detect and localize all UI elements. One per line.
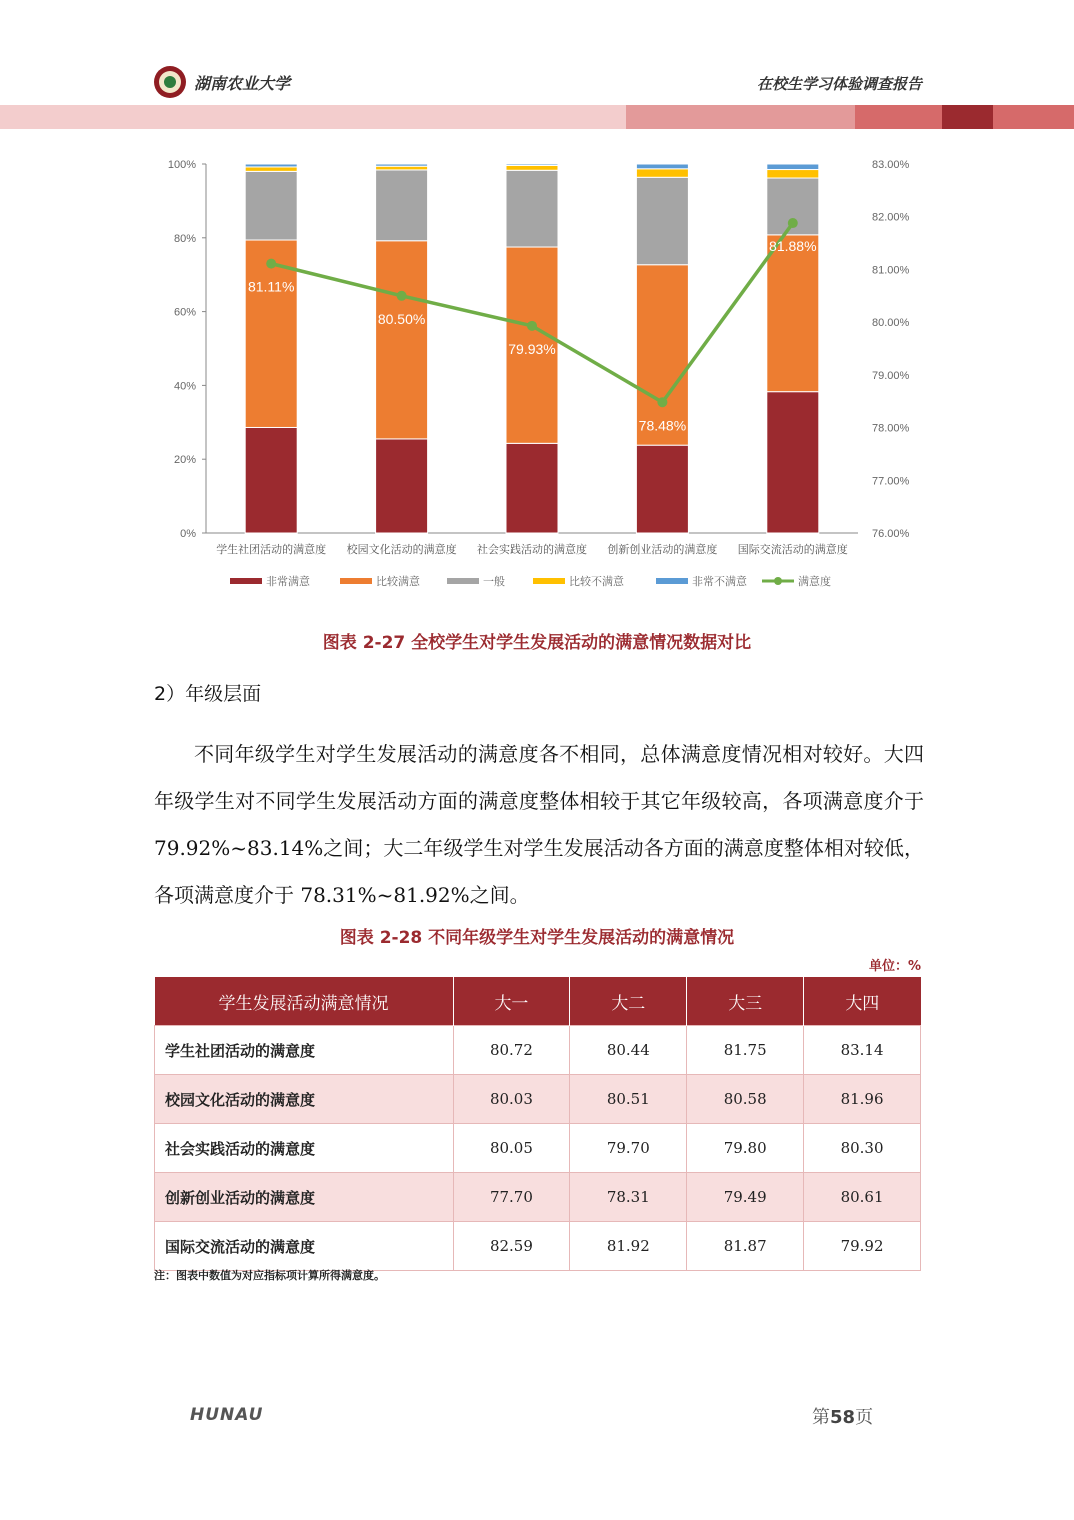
table-cell: 80.61 bbox=[804, 1173, 921, 1222]
table-cell: 83.14 bbox=[804, 1026, 921, 1075]
header-cell: 大三 bbox=[687, 977, 804, 1026]
header-cell: 学生发展活动满意情况 bbox=[155, 977, 454, 1026]
bar-segment bbox=[767, 164, 819, 170]
bar-segment bbox=[245, 427, 297, 533]
bar-segment bbox=[376, 241, 428, 439]
table-cell: 80.03 bbox=[453, 1075, 570, 1124]
legend-label: 一般 bbox=[483, 575, 505, 588]
table-cell: 81.96 bbox=[804, 1075, 921, 1124]
legend-label: 比较不满意 bbox=[569, 575, 624, 588]
bar-segment bbox=[636, 177, 688, 264]
y-right-tick-label: 78.00% bbox=[872, 422, 910, 435]
bar-segment bbox=[767, 392, 819, 533]
table-row bbox=[155, 1222, 921, 1271]
legend-swatch bbox=[340, 578, 372, 584]
y-right-tick-label: 76.00% bbox=[872, 528, 910, 540]
y-right-tick-label: 82.00% bbox=[872, 211, 910, 224]
bar-segment bbox=[376, 166, 428, 170]
satisfaction-point bbox=[527, 321, 537, 331]
y-right-tick-label: 81.00% bbox=[872, 264, 910, 277]
unit-label: 单位：% bbox=[868, 959, 921, 974]
y-right-tick-label: 77.00% bbox=[872, 475, 910, 488]
y-left-tick-label: 20% bbox=[173, 454, 196, 467]
table-cell: 79.80 bbox=[687, 1124, 804, 1173]
legend-label: 满意度 bbox=[798, 575, 831, 588]
header-cell: 大一 bbox=[453, 977, 570, 1026]
band-segment bbox=[855, 105, 942, 129]
bar-segment bbox=[636, 164, 688, 169]
grade-satisfaction-table bbox=[154, 977, 921, 1271]
band-segment bbox=[993, 105, 1074, 129]
table-cell: 80.44 bbox=[570, 1026, 687, 1075]
table-cell: 80.72 bbox=[453, 1026, 570, 1075]
report-title: 在校生学习体验调查报告 bbox=[756, 75, 922, 93]
table-cell: 79.92 bbox=[804, 1222, 921, 1271]
page-suffix: 页 bbox=[855, 1407, 874, 1428]
table-cell: 81.87 bbox=[687, 1222, 804, 1271]
x-tick-label: 校园文化活动的满意度 bbox=[346, 543, 457, 556]
data-label: 80.50% bbox=[377, 310, 426, 327]
bar-segment bbox=[636, 445, 688, 533]
table-cell: 81.75 bbox=[687, 1026, 804, 1075]
data-label: 78.48% bbox=[638, 417, 687, 434]
y-left-tick-label: 0% bbox=[180, 528, 196, 540]
bar-segment bbox=[506, 165, 558, 170]
row-label: 学生社团活动的满意度 bbox=[155, 1026, 454, 1075]
header-cell: 大二 bbox=[570, 977, 687, 1026]
legend-swatch bbox=[447, 578, 479, 584]
bar-segment bbox=[767, 170, 819, 178]
bar-segment bbox=[376, 164, 428, 166]
page-number-value: 58 bbox=[830, 1407, 856, 1428]
legend-label: 比较满意 bbox=[376, 575, 420, 588]
data-label: 81.88% bbox=[769, 238, 817, 255]
x-tick-label: 社会实践活动的满意度 bbox=[477, 543, 587, 556]
y-left-tick-label: 80% bbox=[173, 232, 196, 245]
page-number bbox=[812, 1403, 873, 1429]
table-row bbox=[155, 1124, 921, 1173]
bar-segment bbox=[245, 171, 297, 240]
paragraph-text: 不同年级学生对学生发展活动的满意度各不相同，总体满意度情况相对较好。大四年级学生对不同学生发展活动方面的满意度整体相较于其它年级较高，各项满意度介于 79.92%~83.14%之间；大二年级学生对学生发展活动各方面的满意度整体相对较低，各项满意度介于 78.31%~81.92%之间。 bbox=[154, 742, 924, 907]
table-cell: 80.05 bbox=[453, 1124, 570, 1173]
row-label: 社会实践活动的满意度 bbox=[155, 1124, 454, 1173]
page-prefix: 第 bbox=[812, 1407, 830, 1428]
bar-segment bbox=[376, 170, 428, 241]
row-label: 校园文化活动的满意度 bbox=[155, 1075, 454, 1124]
band-segment bbox=[0, 105, 626, 129]
table-cell: 81.92 bbox=[570, 1222, 687, 1271]
table-row bbox=[155, 1026, 921, 1075]
bar-segment bbox=[245, 164, 297, 167]
x-tick-label: 学生社团活动的满意度 bbox=[216, 543, 327, 556]
legend-swatch bbox=[533, 578, 565, 584]
y-left-tick-label: 40% bbox=[173, 380, 196, 393]
legend-swatch bbox=[230, 578, 262, 584]
y-right-tick-label: 80.00% bbox=[872, 317, 910, 330]
satisfaction-stacked-bar-chart bbox=[0, 140, 1074, 610]
body-paragraph bbox=[154, 731, 924, 919]
table-caption: 图表 2-28 不同年级学生对学生发展活动的满意情况 bbox=[339, 928, 735, 948]
y-right-tick-label: 79.00% bbox=[872, 369, 910, 382]
legend-label: 非常满意 bbox=[266, 575, 310, 588]
bar-segment bbox=[506, 443, 558, 533]
table-header-row bbox=[155, 977, 921, 1026]
bar-segment bbox=[636, 169, 688, 177]
band-segment bbox=[942, 105, 993, 129]
table-cell: 79.49 bbox=[687, 1173, 804, 1222]
x-tick-label: 创新创业活动的满意度 bbox=[607, 543, 718, 556]
bar-segment bbox=[506, 170, 558, 247]
header-brand bbox=[154, 66, 290, 98]
y-left-tick-label: 60% bbox=[173, 306, 196, 319]
satisfaction-point bbox=[788, 218, 798, 228]
university-logo bbox=[154, 66, 186, 98]
row-label: 国际交流活动的满意度 bbox=[155, 1222, 454, 1271]
section-heading: 2）年级层面 bbox=[154, 683, 262, 705]
y-right-tick-label: 83.00% bbox=[872, 159, 910, 171]
data-label: 79.93% bbox=[508, 340, 556, 357]
table-cell: 77.70 bbox=[453, 1173, 570, 1222]
satisfaction-point bbox=[266, 259, 276, 269]
figure-caption: 图表 2-27 全校学生对学生发展活动的满意情况数据对比 bbox=[322, 633, 752, 653]
university-name: 湖南农业大学 bbox=[194, 73, 291, 93]
table-note: 注：图表中数值为对应指标项计算所得满意度。 bbox=[154, 1269, 385, 1282]
legend-swatch bbox=[656, 578, 688, 584]
legend-marker bbox=[774, 577, 782, 585]
legend-label: 非常不满意 bbox=[692, 575, 747, 588]
table-cell: 80.58 bbox=[687, 1075, 804, 1124]
row-label: 创新创业活动的满意度 bbox=[155, 1173, 454, 1222]
table-row bbox=[155, 1075, 921, 1124]
footer-brand: HUNAU bbox=[190, 1405, 264, 1425]
band-segment bbox=[626, 105, 855, 129]
x-tick-label: 国际交流活动的满意度 bbox=[737, 543, 848, 556]
header-cell: 大四 bbox=[804, 977, 921, 1026]
header-color-band bbox=[0, 105, 1074, 129]
y-left-tick-label: 100% bbox=[167, 159, 196, 171]
table-cell: 80.30 bbox=[804, 1124, 921, 1173]
table-cell: 80.51 bbox=[570, 1075, 687, 1124]
bar-segment bbox=[245, 167, 297, 171]
table-cell: 82.59 bbox=[453, 1222, 570, 1271]
bar-segment bbox=[767, 235, 819, 392]
bar-segment bbox=[506, 164, 558, 165]
table-cell: 79.70 bbox=[570, 1124, 687, 1173]
data-label: 81.11% bbox=[247, 278, 295, 295]
table-row bbox=[155, 1173, 921, 1222]
satisfaction-point bbox=[397, 291, 407, 301]
bar-segment bbox=[376, 439, 428, 533]
table-cell: 78.31 bbox=[570, 1173, 687, 1222]
satisfaction-point bbox=[657, 397, 667, 407]
